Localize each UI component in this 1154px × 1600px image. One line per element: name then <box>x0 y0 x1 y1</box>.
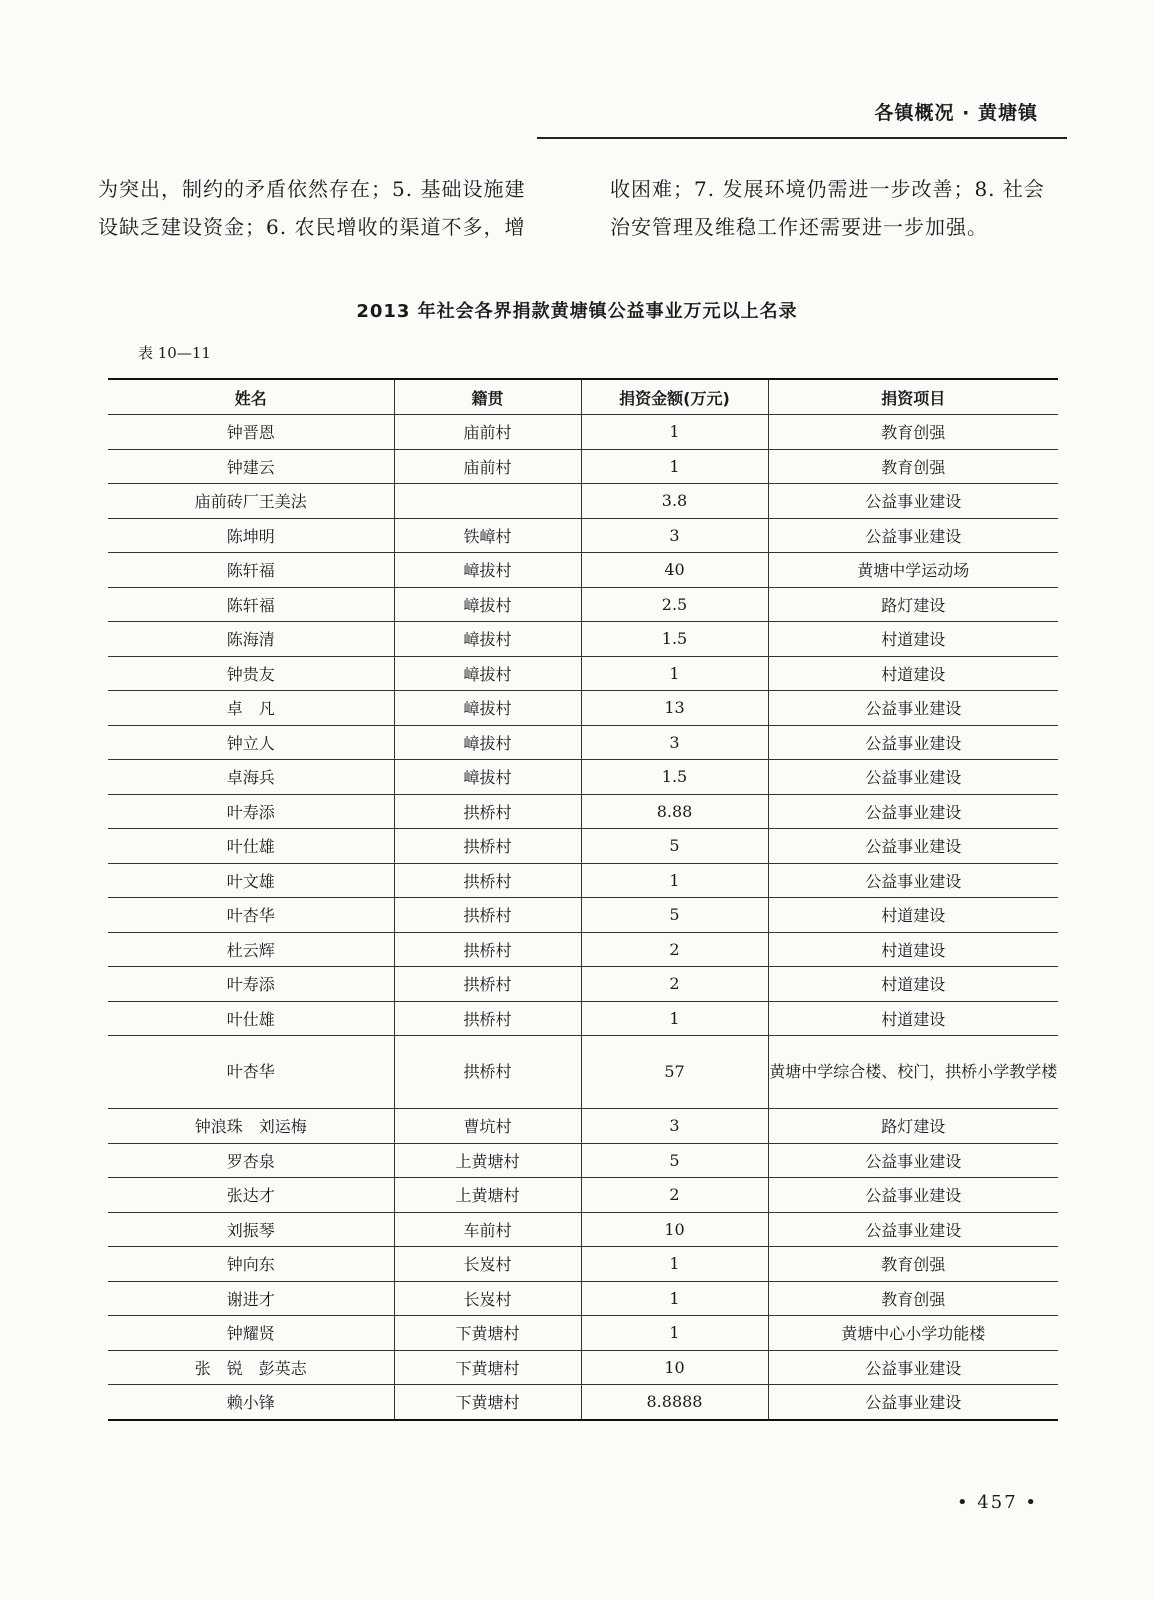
cell-project: 教育创强 <box>768 1281 1058 1316</box>
cell-amount: 3 <box>581 518 768 553</box>
cell-name: 叶文雄 <box>108 863 394 898</box>
table-row <box>108 415 1058 450</box>
cell-project: 公益事业建设 <box>768 760 1058 795</box>
table-row <box>108 794 1058 829</box>
cell-origin <box>394 484 581 519</box>
table-row <box>108 1247 1058 1282</box>
cell-amount: 2 <box>581 967 768 1002</box>
cell-amount: 8.8888 <box>581 1385 768 1420</box>
table-row <box>108 587 1058 622</box>
cell-name: 张达才 <box>108 1178 394 1213</box>
cell-amount: 10 <box>581 1350 768 1385</box>
cell-name: 赖小锋 <box>108 1385 394 1420</box>
cell-origin: 下黄塘村 <box>394 1316 581 1351</box>
cell-name: 刘振琴 <box>108 1212 394 1247</box>
cell-name: 陈轩福 <box>108 587 394 622</box>
cell-name: 陈坤明 <box>108 518 394 553</box>
cell-amount: 1 <box>581 863 768 898</box>
table-row <box>108 1178 1058 1213</box>
cell-project: 村道建设 <box>768 656 1058 691</box>
cell-amount: 1 <box>581 1001 768 1036</box>
cell-origin: 拱桥村 <box>394 932 581 967</box>
cell-name: 钟晋恩 <box>108 415 394 450</box>
cell-amount: 2.5 <box>581 587 768 622</box>
cell-project: 公益事业建设 <box>768 1178 1058 1213</box>
cell-origin: 车前村 <box>394 1212 581 1247</box>
cell-project: 公益事业建设 <box>768 829 1058 864</box>
cell-project: 路灯建设 <box>768 1109 1058 1144</box>
cell-amount: 1 <box>581 656 768 691</box>
table-row <box>108 518 1058 553</box>
cell-project: 村道建设 <box>768 967 1058 1002</box>
cell-amount: 3 <box>581 725 768 760</box>
body-text-right <box>610 170 1072 246</box>
cell-project: 村道建设 <box>768 898 1058 933</box>
cell-project: 公益事业建设 <box>768 794 1058 829</box>
cell-name: 杜云辉 <box>108 932 394 967</box>
table-row <box>108 1036 1058 1109</box>
cell-name: 钟建云 <box>108 449 394 484</box>
cell-project: 公益事业建设 <box>768 863 1058 898</box>
cell-amount: 2 <box>581 932 768 967</box>
table-row <box>108 863 1058 898</box>
cell-origin: 嶂拔村 <box>394 656 581 691</box>
cell-name: 叶仕雄 <box>108 829 394 864</box>
cell-project: 村道建设 <box>768 932 1058 967</box>
cell-origin: 铁嶂村 <box>394 518 581 553</box>
body-line: 治安管理及维稳工作还需要进一步加强。 <box>610 215 988 239</box>
cell-origin: 嶂拔村 <box>394 725 581 760</box>
cell-name: 叶杏华 <box>108 1036 394 1109</box>
cell-name: 钟向东 <box>108 1247 394 1282</box>
cell-amount: 1 <box>581 1247 768 1282</box>
table-row <box>108 1385 1058 1420</box>
cell-project: 教育创强 <box>768 415 1058 450</box>
cell-project: 公益事业建设 <box>768 1212 1058 1247</box>
table-row <box>108 1316 1058 1351</box>
cell-origin: 拱桥村 <box>394 1001 581 1036</box>
body-line: 收困难；7. 发展环境仍需进一步改善；8. 社会 <box>610 177 1045 201</box>
header-project: 捐资项目 <box>768 379 1058 415</box>
cell-amount: 2 <box>581 1178 768 1213</box>
cell-project: 路灯建设 <box>768 587 1058 622</box>
cell-origin: 拱桥村 <box>394 898 581 933</box>
cell-name: 叶仕雄 <box>108 1001 394 1036</box>
cell-amount: 5 <box>581 829 768 864</box>
table-row <box>108 1212 1058 1247</box>
table-row <box>108 967 1058 1002</box>
cell-origin: 拱桥村 <box>394 1036 581 1109</box>
cell-amount: 8.88 <box>581 794 768 829</box>
cell-name: 张 锐 彭英志 <box>108 1350 394 1385</box>
table-row <box>108 553 1058 588</box>
table-row <box>108 725 1058 760</box>
cell-origin: 庙前村 <box>394 449 581 484</box>
table-header-row <box>108 379 1058 415</box>
header-name: 姓名 <box>108 379 394 415</box>
cell-project: 教育创强 <box>768 449 1058 484</box>
cell-amount: 1.5 <box>581 760 768 795</box>
cell-origin: 嶂拔村 <box>394 760 581 795</box>
body-text-left <box>98 170 560 246</box>
table-row <box>108 691 1058 726</box>
cell-name: 叶寿添 <box>108 794 394 829</box>
cell-project: 黄塘中心小学功能楼 <box>768 1316 1058 1351</box>
cell-amount: 3 <box>581 1109 768 1144</box>
table-row <box>108 656 1058 691</box>
cell-name: 钟耀贤 <box>108 1316 394 1351</box>
cell-name: 叶杏华 <box>108 898 394 933</box>
table-row <box>108 449 1058 484</box>
cell-origin: 拱桥村 <box>394 863 581 898</box>
cell-origin: 嶂拔村 <box>394 553 581 588</box>
cell-name: 钟立人 <box>108 725 394 760</box>
cell-name: 叶寿添 <box>108 967 394 1002</box>
table-title: 2013 年社会各界捐款黄塘镇公益事业万元以上名录 <box>356 301 798 322</box>
cell-name: 罗杏泉 <box>108 1143 394 1178</box>
cell-amount: 1 <box>581 415 768 450</box>
cell-name: 卓 凡 <box>108 691 394 726</box>
table-row <box>108 622 1058 657</box>
cell-project: 公益事业建设 <box>768 518 1058 553</box>
cell-project: 公益事业建设 <box>865 1393 962 1413</box>
cell-project: 公益事业建设 <box>768 725 1058 760</box>
cell-project: 教育创强 <box>768 1247 1058 1282</box>
cell-project: 公益事业建设 <box>768 1143 1058 1178</box>
cell-amount: 13 <box>581 691 768 726</box>
cell-origin: 嶂拔村 <box>394 622 581 657</box>
cell-amount: 5 <box>581 1143 768 1178</box>
table-row <box>108 1109 1058 1144</box>
table-row <box>108 1281 1058 1316</box>
cell-origin: 上黄塘村 <box>394 1143 581 1178</box>
table-row <box>108 1350 1058 1385</box>
cell-origin: 拱桥村 <box>394 829 581 864</box>
cell-origin: 嶂拔村 <box>394 691 581 726</box>
body-line: 为突出，制约的矛盾依然存在；5. 基础设施建 <box>98 177 526 201</box>
cell-project: 公益事业建设 <box>768 484 1058 519</box>
cell-amount: 1 <box>581 1316 768 1351</box>
cell-origin: 下黄塘村 <box>394 1385 581 1420</box>
cell-origin: 曹坑村 <box>394 1109 581 1144</box>
table-row <box>108 760 1058 795</box>
table-row <box>108 932 1058 967</box>
cell-name: 卓海兵 <box>108 760 394 795</box>
header-origin: 籍贯 <box>394 379 581 415</box>
cell-project: 村道建设 <box>768 1001 1058 1036</box>
header-rule <box>537 137 1067 139</box>
table-row <box>108 1001 1058 1036</box>
cell-project: 黄塘中学运动场 <box>768 553 1058 588</box>
table-number: 表 10—11 <box>138 344 211 362</box>
table-row <box>108 898 1058 933</box>
body-line: 设缺乏建设资金；6. 农民增收的渠道不多，增 <box>98 215 526 239</box>
header-amount: 捐资金额(万元) <box>581 379 768 415</box>
cell-amount: 1 <box>581 449 768 484</box>
cell-name: 钟浪珠 刘运梅 <box>108 1109 394 1144</box>
cell-amount: 5 <box>581 898 768 933</box>
cell-amount: 40 <box>581 553 768 588</box>
table-row <box>108 829 1058 864</box>
cell-name: 钟贵友 <box>108 656 394 691</box>
cell-amount: 3.8 <box>581 484 768 519</box>
cell-name: 陈海清 <box>108 622 394 657</box>
cell-project: 公益事业建设 <box>768 1350 1058 1385</box>
cell-name: 谢进才 <box>108 1281 394 1316</box>
cell-origin: 下黄塘村 <box>394 1350 581 1385</box>
cell-name: 陈轩福 <box>108 553 394 588</box>
donation-table <box>108 378 1058 1421</box>
cell-project: 公益事业建设 <box>768 691 1058 726</box>
cell-project: 黄塘中学综合楼、校门，拱桥小学教学楼 <box>768 1036 1058 1109</box>
page-number: • 457 • <box>956 1492 1038 1513</box>
cell-origin: 嶂拔村 <box>394 587 581 622</box>
cell-amount: 1 <box>581 1281 768 1316</box>
cell-project: 村道建设 <box>768 622 1058 657</box>
cell-origin: 拱桥村 <box>394 794 581 829</box>
cell-amount: 10 <box>581 1212 768 1247</box>
cell-origin: 长岌村 <box>394 1281 581 1316</box>
cell-amount: 57 <box>581 1036 768 1109</box>
cell-origin: 庙前村 <box>394 415 581 450</box>
table-row <box>108 1143 1058 1178</box>
table-row <box>108 484 1058 519</box>
cell-origin: 长岌村 <box>394 1247 581 1282</box>
cell-amount: 1.5 <box>581 622 768 657</box>
cell-origin: 拱桥村 <box>394 967 581 1002</box>
running-header: 各镇概况 · 黄塘镇 <box>874 102 1038 124</box>
cell-name: 庙前砖厂王美法 <box>108 484 394 519</box>
cell-origin: 上黄塘村 <box>394 1178 581 1213</box>
